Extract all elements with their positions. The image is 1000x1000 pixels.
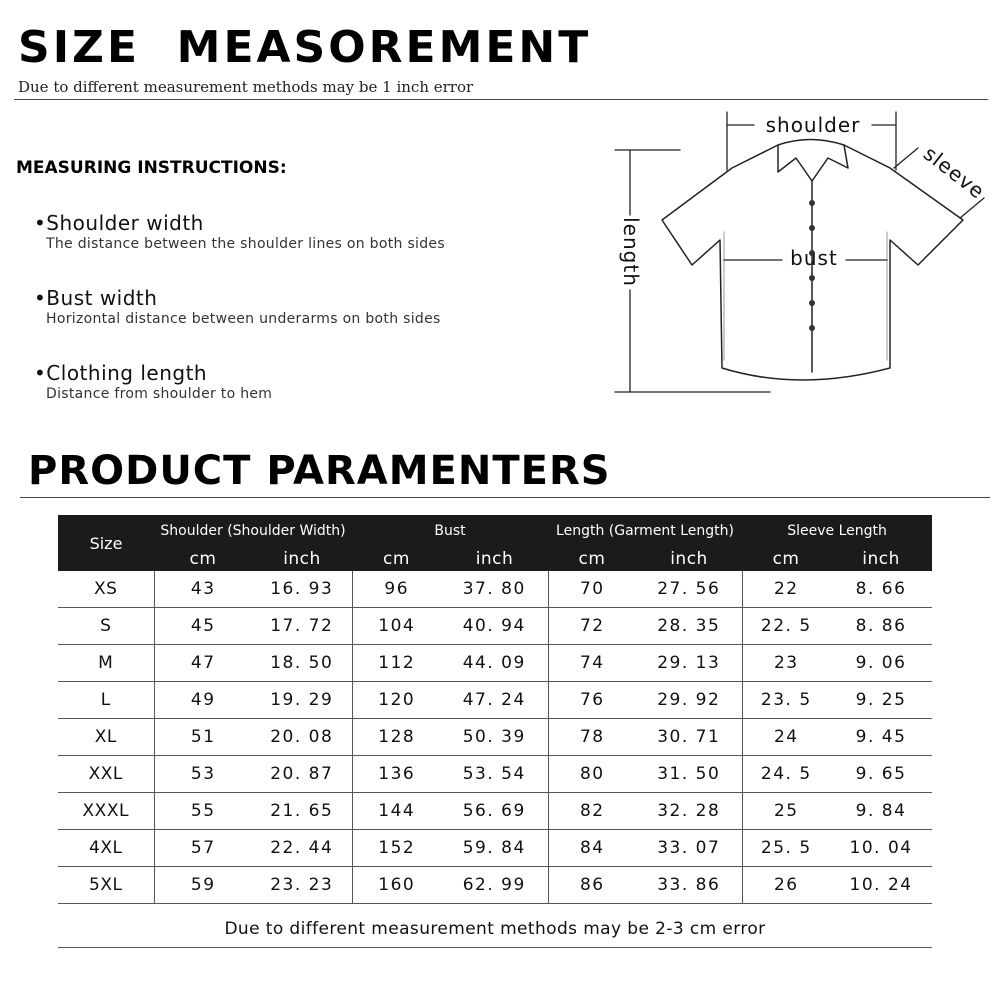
inch-cell: 53. 54 [441, 756, 548, 793]
cm-cell: 76 [548, 682, 636, 719]
cm-cell: 86 [548, 867, 636, 904]
unit-header: inch [636, 546, 742, 571]
inch-cell: 17. 72 [252, 608, 352, 645]
inch-cell: 10. 24 [830, 867, 932, 904]
cm-cell: 47 [154, 645, 252, 682]
unit-header: inch [830, 546, 932, 571]
inch-cell: 31. 50 [636, 756, 742, 793]
inch-cell: 16. 93 [252, 571, 352, 608]
size-cell: XXXL [58, 793, 154, 830]
bust-label: bust [790, 246, 838, 270]
inch-cell: 29. 92 [636, 682, 742, 719]
cm-cell: 59 [154, 867, 252, 904]
table-footer-note: Due to different measurement methods may be 2-3 cm error [58, 911, 932, 948]
size-table [58, 515, 932, 904]
unit-header: cm [154, 546, 252, 571]
table-row [58, 830, 932, 867]
cm-cell: 82 [548, 793, 636, 830]
table-row [58, 793, 932, 830]
size-cell: M [58, 645, 154, 682]
instruction-bust [34, 286, 441, 327]
inch-cell: 9. 84 [830, 793, 932, 830]
table-row [58, 756, 932, 793]
sleeve-label: sleeve [919, 141, 990, 204]
table-row [58, 682, 932, 719]
unit-header: cm [352, 546, 441, 571]
inch-cell: 20. 08 [252, 719, 352, 756]
inch-cell: 44. 09 [441, 645, 548, 682]
inch-cell: 27. 56 [636, 571, 742, 608]
group-header: Bust [352, 515, 548, 546]
divider [14, 99, 988, 100]
instruction-shoulder [34, 211, 445, 252]
shirt-measurement-diagram [600, 108, 995, 408]
group-header: Sleeve Length [742, 515, 932, 546]
unit-header: cm [548, 546, 636, 571]
shirt-collar-icon [778, 140, 848, 182]
cm-cell: 49 [154, 682, 252, 719]
cm-cell: 128 [352, 719, 441, 756]
inch-cell: 9. 06 [830, 645, 932, 682]
instruction-title: •Shoulder width [34, 211, 204, 235]
inch-cell: 8. 66 [830, 571, 932, 608]
table-row [58, 571, 932, 608]
instruction-desc: The distance between the shoulder lines on both sides [46, 236, 445, 252]
inch-cell: 23. 23 [252, 867, 352, 904]
size-header: Size [58, 515, 154, 571]
inch-cell: 56. 69 [441, 793, 548, 830]
inch-cell: 10. 04 [830, 830, 932, 867]
inch-cell: 37. 80 [441, 571, 548, 608]
cm-cell: 45 [154, 608, 252, 645]
table-row [58, 719, 932, 756]
instructions-heading: MEASURING INSTRUCTIONS: [16, 158, 287, 178]
group-header: Shoulder (Shoulder Width) [154, 515, 352, 546]
page-subtitle: Due to different measurement methods may be 1 inch error [18, 78, 474, 96]
cm-cell: 23 [742, 645, 830, 682]
instruction-desc: Distance from shoulder to hem [46, 386, 273, 402]
cm-cell: 57 [154, 830, 252, 867]
shoulder-label: shoulder [765, 113, 861, 137]
inch-cell: 9. 25 [830, 682, 932, 719]
inch-cell: 47. 24 [441, 682, 548, 719]
inch-cell: 22. 44 [252, 830, 352, 867]
size-cell: 4XL [58, 830, 154, 867]
cm-cell: 55 [154, 793, 252, 830]
cm-cell: 72 [548, 608, 636, 645]
cm-cell: 80 [548, 756, 636, 793]
inch-cell: 21. 65 [252, 793, 352, 830]
inch-cell: 40. 94 [441, 608, 548, 645]
cm-cell: 74 [548, 645, 636, 682]
size-cell: S [58, 608, 154, 645]
cm-cell: 78 [548, 719, 636, 756]
instruction-desc: Horizontal distance between underarms on both sides [46, 311, 441, 327]
inch-cell: 32. 28 [636, 793, 742, 830]
cm-cell: 22. 5 [742, 608, 830, 645]
inch-cell: 50. 39 [441, 719, 548, 756]
instruction-length [34, 361, 272, 402]
size-cell: XS [58, 571, 154, 608]
inch-cell: 28. 35 [636, 608, 742, 645]
inch-cell: 30. 71 [636, 719, 742, 756]
instruction-title: •Clothing length [34, 361, 208, 385]
cm-cell: 160 [352, 867, 441, 904]
group-header: Length (Garment Length) [548, 515, 742, 546]
divider [20, 497, 990, 498]
inch-cell: 59. 84 [441, 830, 548, 867]
size-cell: XL [58, 719, 154, 756]
inch-cell: 9. 65 [830, 756, 932, 793]
table-row [58, 867, 932, 904]
inch-cell: 29. 13 [636, 645, 742, 682]
unit-header: cm [742, 546, 830, 571]
inch-cell: 18. 50 [252, 645, 352, 682]
inch-cell: 62. 99 [441, 867, 548, 904]
cm-cell: 43 [154, 571, 252, 608]
length-label: length [619, 217, 643, 287]
cm-cell: 70 [548, 571, 636, 608]
cm-cell: 96 [352, 571, 441, 608]
product-title: PRODUCT PARAMENTERS [28, 448, 611, 494]
cm-cell: 22 [742, 571, 830, 608]
inch-cell: 20. 87 [252, 756, 352, 793]
cm-cell: 136 [352, 756, 441, 793]
size-cell: L [58, 682, 154, 719]
inch-cell: 9. 45 [830, 719, 932, 756]
inch-cell: 19. 29 [252, 682, 352, 719]
cm-cell: 112 [352, 645, 441, 682]
cm-cell: 25. 5 [742, 830, 830, 867]
cm-cell: 23. 5 [742, 682, 830, 719]
size-cell: XXL [58, 756, 154, 793]
page-title: SIZE MEASOREMENT [18, 22, 592, 73]
unit-header: inch [441, 546, 548, 571]
inch-cell: 8. 86 [830, 608, 932, 645]
unit-header: inch [252, 546, 352, 571]
table-row [58, 645, 932, 682]
size-cell: 5XL [58, 867, 154, 904]
instruction-title: •Bust width [34, 286, 158, 310]
inch-cell: 33. 07 [636, 830, 742, 867]
cm-cell: 25 [742, 793, 830, 830]
cm-cell: 120 [352, 682, 441, 719]
cm-cell: 144 [352, 793, 441, 830]
table-row [58, 608, 932, 645]
cm-cell: 104 [352, 608, 441, 645]
cm-cell: 152 [352, 830, 441, 867]
cm-cell: 24 [742, 719, 830, 756]
inch-cell: 33. 86 [636, 867, 742, 904]
cm-cell: 24. 5 [742, 756, 830, 793]
cm-cell: 84 [548, 830, 636, 867]
cm-cell: 26 [742, 867, 830, 904]
cm-cell: 53 [154, 756, 252, 793]
cm-cell: 51 [154, 719, 252, 756]
